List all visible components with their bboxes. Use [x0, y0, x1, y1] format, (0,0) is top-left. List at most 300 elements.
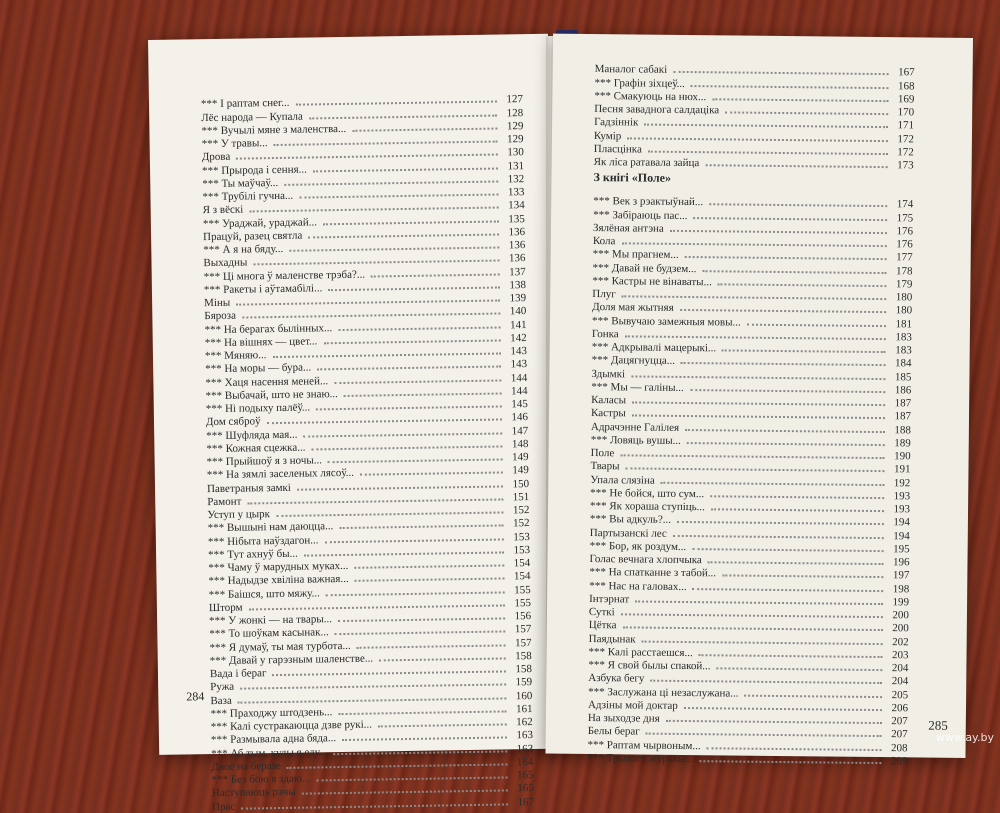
toc-entry-title: *** Праходжу штодзень... [210, 705, 333, 720]
dot-leader [666, 719, 882, 724]
toc-entry-page: 178 [895, 264, 913, 277]
dot-leader [335, 630, 506, 636]
toc-entry-title: Адзіны мой доктар [587, 698, 678, 712]
toc-entry-page: 204 [891, 675, 909, 688]
dot-leader [296, 100, 498, 106]
toc-entry-title: Кола [592, 235, 616, 248]
toc-entry-title: Працуй, разец святла [203, 229, 303, 243]
toc-entry-page: 188 [894, 423, 911, 436]
dot-leader [670, 229, 887, 234]
toc-entry-page: 169 [897, 92, 915, 106]
toc-entry-page: 192 [893, 476, 911, 489]
toc-entry-page: 154 [513, 557, 531, 570]
toc-entry-title: *** Шуфляда мая... [206, 428, 298, 442]
dot-leader [317, 365, 501, 371]
toc-entry-title: Лёс народа — Купала [201, 110, 303, 124]
toc-entry-page: 207 [891, 728, 908, 741]
dot-leader [681, 361, 886, 366]
toc-entry-title: *** Раптам чырвоным... [587, 738, 701, 752]
toc-entry-page: 129 [506, 119, 524, 133]
toc-entry-title: Песня заваднога салдаціка [594, 103, 720, 117]
dot-leader [323, 219, 499, 225]
toc-entry-title: *** То шоўкам касынак... [209, 626, 329, 641]
dot-leader [708, 560, 884, 565]
toc-entry-title: *** Давай не будзем... [592, 261, 697, 275]
toc-entry-page: 136 [508, 252, 526, 265]
toc-entry-title: *** Мяняю... [204, 349, 267, 363]
dot-leader [326, 590, 505, 596]
toc-entry-title: *** У жонкі — на твары... [209, 613, 333, 628]
toc-entry-title: Паветраныя замкі [206, 481, 291, 495]
dot-leader [692, 547, 883, 552]
toc-entry-page: 206 [891, 701, 909, 715]
toc-entry-title: *** На моры — бура... [205, 361, 312, 376]
toc-entry-page: 186 [894, 383, 912, 397]
toc-entry-title: Уступ у цырк [207, 508, 271, 522]
toc-entry-page: 185 [894, 370, 912, 383]
toc-entry-title: *** А я на бяду... [203, 242, 284, 257]
toc-entry-page: 162 [516, 716, 533, 729]
toc-entry-page: 172 [897, 145, 914, 159]
dot-leader [339, 524, 503, 530]
dot-leader [646, 732, 882, 737]
dot-leader [328, 457, 503, 463]
dot-leader [702, 269, 886, 274]
toc-entry-title: *** Хаця насення меней... [205, 374, 329, 389]
toc-entry-title: *** Я свой былы спакой... [588, 659, 711, 673]
dot-leader [718, 282, 887, 287]
toc-entry-title: *** На зямлі заселеных лясоў... [206, 467, 355, 482]
toc-entry-title: Двое на беразе [211, 759, 281, 773]
toc-entry-page: 133 [507, 186, 525, 199]
dot-leader [705, 163, 887, 168]
toc-entry-title: *** На берагах былінных... [204, 321, 333, 336]
dot-leader [297, 484, 503, 490]
dot-leader [691, 84, 889, 89]
toc-entry-page: 132 [507, 172, 525, 186]
dot-leader [685, 255, 887, 260]
toc-entry-title: Рамонт [207, 495, 242, 508]
toc-entry-page: 136 [508, 225, 526, 239]
toc-entry-title: *** Чаму ў марудных муках... [208, 559, 349, 575]
dot-leader [621, 241, 887, 247]
toc-entry-page: 198 [892, 582, 910, 595]
toc-entry-title: *** Нібыта наўздагон... [207, 533, 319, 548]
toc-entry-page: 191 [893, 463, 911, 476]
toc-entry-page: 167 [517, 795, 535, 808]
dot-leader [620, 453, 884, 459]
toc-entry-title: *** Ні подыху палёў... [205, 401, 311, 416]
section-title: З кнігі «Поле» [593, 170, 672, 185]
toc-entry-page: 135 [508, 212, 525, 225]
toc-entry-title: *** Калі расстаешся... [588, 645, 693, 659]
toc-entry-page: 144 [510, 371, 528, 384]
dot-leader [313, 166, 498, 172]
toc-entry-page: 163 [516, 742, 534, 755]
dot-leader [308, 232, 499, 238]
toc-entry-page: 147 [511, 424, 529, 437]
toc-entry-page: 143 [510, 345, 528, 358]
toc-entry-title: *** Смакуюць на нюх... [594, 89, 707, 103]
toc-entry-title: *** Выбачай, што не знаю... [205, 387, 338, 402]
toc-entry-page: 202 [892, 635, 909, 648]
toc-entry-page: 200 [892, 622, 909, 635]
toc-entry-page: 195 [893, 542, 910, 556]
toc-entry-title: *** Я думаў, ты мая турбота... [209, 639, 351, 654]
dot-leader [677, 520, 884, 525]
toc-entry-title: Зялёная антэна [592, 221, 664, 235]
right-toc-list-top [594, 62, 915, 171]
toc-entry-title: *** Бор, як роздум... [589, 539, 687, 553]
toc-entry-page: 159 [515, 676, 533, 689]
dot-leader [717, 666, 883, 671]
toc-entry-page: 184 [895, 357, 912, 370]
toc-entry-title: Я з вёскі [202, 203, 244, 217]
toc-entry-title: Азбука бегу [588, 672, 645, 685]
left-toc-list [201, 92, 534, 812]
toc-entry-page: 134 [508, 199, 525, 212]
dot-leader [355, 577, 505, 582]
toc-entry-page: 139 [509, 292, 527, 305]
toc-entry-title: Партызанскі лес [589, 526, 667, 540]
toc-entry-page: 176 [896, 224, 914, 238]
toc-entry-title: *** Век з рэактыўнай... [593, 195, 704, 209]
toc-entry-title: *** Не бойся, што сум... [590, 486, 705, 500]
dot-leader [284, 179, 498, 185]
toc-entry-page: 179 [895, 277, 913, 291]
toc-entry-title: Маналог сабакі [594, 63, 668, 77]
dot-leader [661, 480, 885, 485]
toc-entry-title: Гадзіннік [594, 116, 639, 129]
toc-entry-title: *** Кожная сцежка... [206, 441, 306, 455]
dot-leader [635, 599, 883, 605]
toc-entry-page: 187 [894, 410, 912, 423]
toc-entry-title: *** Без бою я здаю... [211, 772, 311, 787]
toc-entry-page: 141 [509, 318, 527, 331]
toc-entry-page: 197 [892, 569, 910, 582]
dot-leader [354, 563, 504, 568]
toc-entry-page: 156 [514, 610, 532, 623]
toc-entry-title: Адрачэнне Галілея [590, 420, 680, 434]
dot-leader [722, 348, 886, 353]
dot-leader [328, 285, 500, 291]
toc-entry-page: 189 [894, 436, 911, 450]
toc-entry-title: *** Баішся, што мяжу... [208, 586, 320, 601]
toc-entry-page: 180 [895, 291, 913, 304]
toc-entry-title: *** Мы — галіны... [591, 380, 684, 394]
toc-entry-page: 130 [507, 146, 524, 159]
dot-leader [338, 325, 500, 331]
toc-entry-page: 158 [515, 649, 532, 663]
toc-entry [587, 751, 907, 768]
toc-entry-title: *** Трывогу журавы... [587, 751, 694, 765]
toc-entry-page: 208 [891, 741, 908, 754]
toc-entry-title: *** Трубілі гучна... [202, 189, 294, 204]
dot-leader [241, 802, 508, 809]
dot-leader [632, 400, 885, 406]
dot-leader [316, 404, 502, 410]
toc-entry-title: *** Калі сустракаюцца дзве рукі... [210, 718, 373, 734]
left-page [148, 34, 559, 813]
dot-leader [710, 494, 884, 499]
toc-entry-title: Бяроза [204, 309, 237, 323]
toc-entry-title: Вада і бераг [209, 667, 267, 681]
toc-entry-page: 167 [898, 66, 915, 79]
toc-entry-page: 127 [506, 93, 524, 106]
toc-entry-page: 207 [891, 715, 908, 728]
dot-leader [323, 338, 500, 344]
dot-leader [352, 126, 497, 131]
toc-entry-page: 200 [892, 609, 910, 622]
dot-leader [302, 789, 508, 795]
toc-entry-title: Здымкі [591, 367, 626, 380]
toc-entry-title: *** Надыдзе хвіліна важная... [208, 573, 349, 588]
dot-leader [622, 294, 887, 300]
dot-leader [304, 550, 504, 556]
dot-leader [342, 736, 507, 742]
watermark: www.ay.by [935, 731, 994, 744]
dot-leader [625, 467, 884, 473]
toc-entry-title: *** Прыйшоў я з ночы... [206, 454, 323, 469]
dot-leader [648, 149, 888, 155]
toc-entry-page: 142 [510, 331, 527, 345]
toc-entry-title: Доля мая жытняя [592, 301, 674, 315]
dot-leader [642, 639, 883, 645]
dot-leader [712, 97, 888, 102]
toc-entry-page: 173 [897, 159, 914, 172]
toc-entry-page: 128 [506, 106, 524, 119]
toc-entry-title: Дрова [201, 150, 231, 164]
dot-leader [324, 537, 503, 543]
dot-leader [344, 391, 502, 396]
toc-entry-page: 149 [512, 451, 529, 464]
toc-entry-page: 155 [514, 583, 531, 596]
toc-entry-page: 196 [892, 556, 910, 569]
toc-entry-page: 146 [511, 411, 529, 424]
toc-entry-title: Выхадны [203, 256, 248, 270]
toc-entry-title: *** Ловяць вушы... [590, 433, 681, 447]
toc-entry-title: *** Вы адкуль?... [589, 513, 672, 527]
toc-entry-title: Як ліса ратавала зайца [593, 156, 700, 170]
dot-leader [627, 136, 888, 142]
toc-entry-page: 194 [893, 529, 910, 542]
toc-entry-page: 152 [512, 504, 530, 517]
toc-entry-page: 145 [511, 398, 528, 411]
dot-leader [309, 113, 497, 119]
toc-entry-page: 157 [514, 636, 532, 649]
toc-entry-title: *** Ці многа ў маленстве трэба?... [203, 268, 366, 283]
toc-entry-page: 157 [514, 623, 532, 636]
toc-entry-title: Кастры [590, 407, 626, 420]
toc-entry-page: 180 [895, 304, 913, 317]
toc-entry-title: *** Вывучаю замежныя мовы... [591, 314, 741, 329]
toc-entry-page: 175 [896, 211, 914, 224]
dot-leader [673, 533, 884, 538]
toc-entry-page: 143 [510, 358, 528, 371]
dot-leader [621, 612, 883, 618]
dot-leader [722, 574, 883, 579]
dot-leader [338, 616, 505, 622]
toc-entry-title: Белы бераг [587, 725, 640, 738]
toc-entry-title: Суткі [588, 606, 615, 619]
dot-leader [673, 70, 888, 75]
dot-leader [747, 322, 886, 326]
toc-entry-title: *** Размывала адна бяда... [210, 732, 337, 747]
toc-entry-page: 187 [894, 397, 912, 410]
dot-leader [693, 587, 884, 592]
dot-leader [338, 709, 506, 715]
toc-entry-title: *** Дацягнуцца... [591, 354, 676, 368]
toc-entry-page: 193 [893, 503, 911, 516]
toc-entry-title: Шторм [208, 601, 243, 614]
toc-entry-page: 137 [509, 265, 526, 278]
dot-leader [707, 746, 882, 751]
page-number-right: 285 [928, 717, 948, 733]
toc-entry-title: *** Ураджай, ураджай... [202, 215, 318, 230]
dot-leader [680, 308, 886, 313]
toc-entry-title: Інтэрнат [589, 592, 630, 606]
toc-entry-page: 172 [897, 132, 915, 145]
toc-entry-page: 177 [896, 251, 913, 264]
toc-entry-page: 153 [513, 543, 531, 557]
toc-entry-page: 190 [894, 450, 911, 463]
toc-entry-page: 154 [513, 570, 531, 583]
toc-entry-page: 183 [895, 330, 912, 344]
toc-entry-title: *** Вучылі мяне з маленства... [201, 122, 347, 137]
toc-entry-page: 193 [893, 489, 911, 503]
toc-entry-title: *** Мы прагнем... [592, 248, 679, 262]
toc-entry-title: Пласцінка [593, 142, 642, 156]
toc-entry-page: 150 [512, 477, 530, 490]
toc-entry-title: *** У травы... [201, 137, 268, 151]
toc-entry-title: *** Прырода і сення... [201, 163, 307, 177]
toc-entry-title: Твары [590, 460, 620, 473]
dot-leader [631, 374, 885, 380]
toc-entry-page: 148 [511, 437, 529, 451]
toc-entry-title: *** Як хораша ступіць... [590, 500, 706, 514]
toc-entry-title: Гонка [591, 327, 619, 341]
dot-leader [334, 378, 501, 384]
dot-leader [725, 110, 888, 115]
toc-entry-title: *** Заслужана ці незаслужана... [588, 685, 739, 700]
dot-leader [299, 193, 498, 199]
toc-entry-title: *** Аб тым, куды я еду... [211, 745, 328, 760]
toc-entry-page: 161 [515, 702, 533, 716]
dot-leader [287, 762, 508, 768]
page-number-left: 284 [186, 689, 205, 704]
toc-entry-title: Цётка [588, 619, 617, 632]
toc-entry-title: Ваза [210, 694, 232, 707]
right-page [545, 34, 973, 768]
toc-entry-title: *** Ракеты і аўтамабілі... [203, 282, 323, 296]
toc-entry-page: 155 [514, 596, 531, 610]
dot-leader [316, 775, 507, 781]
dot-leader [289, 246, 499, 252]
toc-entry-page: 168 [897, 79, 915, 92]
toc-entry-page: 205 [891, 688, 909, 701]
dot-leader [625, 334, 886, 340]
toc-entry-page: 183 [895, 344, 912, 357]
toc-entry-page: 209 [890, 754, 908, 768]
toc-entry-title: *** Давай у гарэзным шаленстве... [209, 652, 374, 667]
toc-entry-page: 144 [510, 384, 528, 398]
toc-entry-title: *** Забіраюць пас... [593, 208, 688, 222]
toc-entry-page: 174 [896, 198, 914, 211]
dot-leader [379, 656, 506, 661]
dot-leader [711, 507, 884, 512]
dot-leader [709, 202, 887, 207]
toc-entry-page: 140 [509, 305, 527, 318]
toc-entry-title: *** Тут ахнуў бы... [208, 547, 298, 561]
toc-entry-title: Ружа [210, 680, 235, 694]
toc-entry-page: 129 [507, 133, 524, 146]
toc-entry-page: 136 [508, 239, 526, 252]
dot-leader [685, 428, 885, 433]
toc-entry-title: Упала слязіна [590, 473, 655, 487]
toc-entry-page: 171 [897, 119, 915, 132]
dot-leader [632, 414, 885, 420]
dot-leader [699, 653, 883, 658]
toc-entry-page: 199 [892, 595, 910, 609]
dot-leader [333, 749, 507, 755]
dot-leader [622, 626, 882, 632]
toc-entry-title: Паядынак [588, 632, 636, 646]
toc-entry-page: 165 [517, 782, 534, 795]
toc-entry-title: *** На вішнях — цвет... [204, 335, 318, 349]
toc-entry-title: На зыходзе дня [587, 712, 660, 725]
dot-leader [745, 693, 883, 697]
toc-entry-page: 163 [516, 729, 534, 742]
toc-entry-title: Дом сяброў [205, 415, 261, 429]
right-toc-list-bottom [587, 194, 913, 767]
toc-entry-page: 176 [896, 238, 913, 251]
toc-entry-page: 149 [512, 464, 529, 477]
toc-entry-title: *** Вышыні нам даюцца... [207, 520, 334, 535]
dot-leader [644, 123, 888, 129]
toc-entry-page: 194 [893, 516, 910, 529]
dot-leader [690, 388, 886, 393]
toc-entry-title: *** Графін зіхцеў... [594, 76, 686, 90]
dot-leader [371, 272, 500, 277]
dot-leader [687, 441, 885, 446]
toc-entry-title: *** І раптам снег... [200, 97, 290, 111]
toc-entry-page: 151 [512, 490, 530, 504]
toc-entry-title: *** Кастры не вінаваты... [592, 274, 712, 289]
toc-entry-title: *** Адкрывалі мацерыкі... [591, 341, 717, 355]
toc-entry-title: Прас [211, 800, 236, 813]
toc-entry-title: Голас вечнага хлопчыка [589, 553, 702, 567]
toc-entry-page: 131 [507, 159, 525, 172]
toc-entry-page: 152 [513, 517, 530, 530]
toc-entry-page: 138 [509, 278, 526, 292]
dot-leader [650, 679, 882, 684]
toc-entry [594, 155, 914, 172]
toc-entry-title: Плуг [592, 288, 616, 301]
toc-entry-page: 158 [515, 663, 533, 676]
dot-leader [357, 643, 506, 648]
toc-entry-page: 153 [513, 530, 530, 543]
toc-entry-page: 181 [895, 317, 913, 330]
toc-entry-page: 160 [515, 689, 533, 702]
dot-leader [378, 722, 507, 727]
toc-entry-title: Міны [204, 296, 231, 310]
toc-entry-title: *** Нас на галовах... [589, 579, 687, 593]
toc-entry-title: Поле [590, 447, 615, 460]
dot-leader [360, 471, 503, 476]
toc-entry-page: 164 [516, 755, 534, 769]
dot-leader [700, 759, 882, 764]
dot-leader [684, 706, 882, 711]
